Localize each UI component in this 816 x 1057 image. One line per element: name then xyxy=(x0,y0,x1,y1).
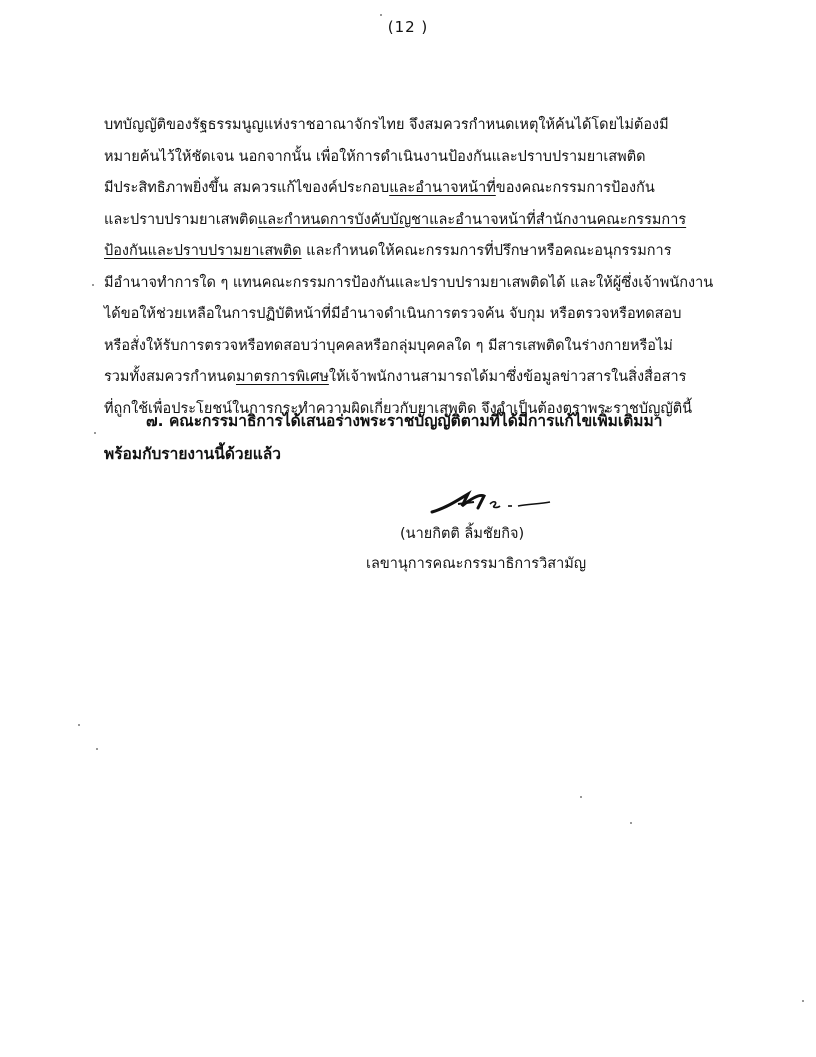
body-text: มีอำนาจทำการใด ๆ แทนคณะกรรมการป้องกันและปราบปรามยาเสพติดได้ และให้ผู้ซึ่งเจ้าพนักงาน xyxy=(104,274,714,291)
item-7-paragraph xyxy=(104,405,704,471)
scan-speck xyxy=(380,14,382,16)
signatory-title: เลขานุการคณะกรรมาธิการวิสามัญ xyxy=(366,556,587,572)
body-text: ได้ขอให้ช่วยเหลือในการปฏิบัติหน้าที่มีอำนาจดำเนินการตรวจค้น จับกุม หรือตรวจหรือทดสอบ xyxy=(104,306,682,322)
body-text: หมายค้นไว้ให้ชัดเจน นอกจากนั้น เพื่อให้การดำเนินงานป้องกันและปราบปรามยาเสพติด xyxy=(104,148,646,165)
scan-speck xyxy=(92,284,94,286)
page-number: (12 ) xyxy=(387,18,429,36)
item-7-line-2: พร้อมกับรายงานนี้ด้วยแล้ว xyxy=(104,445,281,463)
underlined-text: ป้องกันและปราบปรามยาเสพติด xyxy=(104,243,302,259)
body-paragraph xyxy=(104,110,714,425)
body-line xyxy=(104,173,704,205)
scan-speck xyxy=(94,432,96,434)
body-text: และปราบปรามยาเสพติด xyxy=(104,211,258,228)
signatory-name: (นายกิตติ ลิ้มชัยกิจ) xyxy=(400,526,525,542)
underlined-text: และกำหนดการบังคับบัญชาและอำนาจหน้าที่สำนักงานคณะกรรมการ xyxy=(257,211,687,228)
body-text: บทบัญญัติของรัฐธรรมนูญแห่งราชอาณาจักรไทย จึงสมควรกำหนดเหตุให้ค้นได้โดยไม่ต้องมี xyxy=(104,117,669,133)
scan-speck xyxy=(96,748,98,750)
body-text: ของคณะกรรมการป้องกัน xyxy=(495,180,655,196)
handwritten-signature xyxy=(428,488,553,518)
body-text: มีประสิทธิภาพยิ่งขึ้น สมควรแก้ไของค์ประกอบ xyxy=(104,180,390,196)
body-line xyxy=(104,236,704,268)
body-line xyxy=(104,362,704,394)
scan-speck xyxy=(802,1000,804,1002)
underlined-text: และอำนาจหน้าที่ xyxy=(389,180,496,196)
body-line xyxy=(104,142,704,174)
underlined-text: มาตรการพิเศษ xyxy=(235,369,329,385)
body-line xyxy=(104,299,704,331)
scan-speck xyxy=(630,822,632,824)
body-text: และกำหนดให้คณะกรรมการที่ปรึกษาหรือคณะอนุกรรมการ xyxy=(301,243,672,259)
body-text: ที่ถูกใช้เพื่อประโยชน์ในการกระทำความผิดเกี่ยวกับยาเสพติด จึงจำเป็นต้องตราพระราชบัญญัตินี้ xyxy=(104,400,693,417)
body-line xyxy=(104,110,704,142)
body-line xyxy=(104,331,704,363)
scan-speck xyxy=(580,796,582,798)
body-line xyxy=(104,268,714,300)
scan-speck xyxy=(78,724,80,726)
body-line xyxy=(104,205,704,237)
body-text: ให้เจ้าพนักงานสามารถได้มาซึ่งข้อมูลข่าวสารในสิ่งสื่อสาร xyxy=(328,369,687,385)
body-text: รวมทั้งสมควรกำหนด xyxy=(104,369,236,385)
body-text: หรือสั่งให้รับการตรวจหรือทดสอบว่าบุคคลหรือกลุ่มบุคคลใด ๆ มีสารเสพติดในร่างกายหรือไม่ xyxy=(104,337,673,354)
item-7-line-1: ๗. คณะกรรมาธิการได้เสนอร่างพระราชบัญญัติตามที่ได้มีการแก้ไขเพิ่มเติมมา xyxy=(146,412,663,430)
